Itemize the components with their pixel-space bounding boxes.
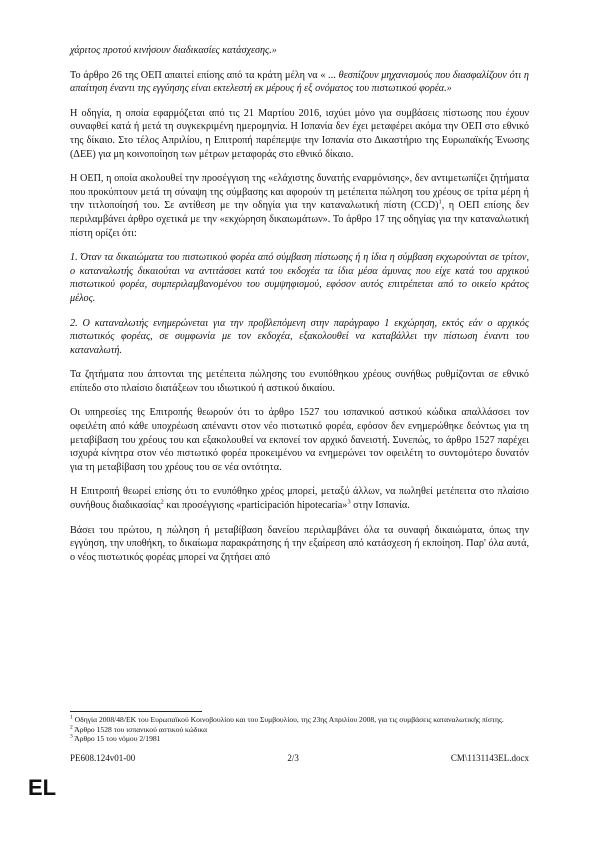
paragraph-4 xyxy=(70,172,529,240)
paragraph-9-text-a: Η Επιτροπή θεωρεί επίσης ότι το ενυπόθηκο χρέος μπορεί, μεταξύ άλλων, να πωληθεί μετέπειτα στο πλαίσιο συνήθους διαδικασίας xyxy=(70,486,529,512)
paragraph-7: Τα ζητήματα που άπτονται της μετέπειτα πώλησης του ενυπόθηκου χρέους συνήθως ρυθμίζονται σε εθνικό επίπεδο στο πλαίσιο διατάξεων του ιδιωτικού ή αστικού δικαίου. xyxy=(70,369,529,394)
paragraph-9-text-c: στην Ισπανία. xyxy=(350,500,410,512)
paragraph-4-text-a: Η ΟΕΠ, η οποία ακολουθεί την προσέγγιση της «ελάχιστης δυνατής εναρμόνισης», δεν αντιμετωπίζει ζητήματα που προκύπτουν μετά τη σύναψη της σύμβασης και αφορούν τη μετέπειτα πώληση του χρέους σε τρίτα μέρη ή την τιτλοποίησή του. Σε αντίθεση με την οδηγία για την καταναλωτική πίστη (CCD) xyxy=(70,173,529,212)
paragraph-1: χάριτος προτού κινήσουν διαδικασίες κατάσχεσης.» xyxy=(70,45,277,56)
paragraph-9-text-b: και προσέγγισης «participación hipotecaria» xyxy=(163,500,348,512)
page-number: 2/3 xyxy=(287,753,299,763)
language-code: EL xyxy=(28,775,57,800)
paragraph-3: Η οδηγία, η οποία εφαρμόζεται από τις 21 Μαρτίου 2016, ισχύει μόνο για συμβάσεις πίστωσης που έχουν συναφθεί κατά ή μετά τη συγκεκριμένη ημερομηνία. Η Ισπανία δεν έχει μεταφέρει ακόμα την ΟΕΠ στο εθνικό της δίκαιο. Στο τέλος Απριλίου, η Επιτροπή παρέπεμψε την Ισπανία στο Δικαστήριο της Ευρωπαϊκής Ένωσης (ΔΕΕ) για μη κοινοποίηση των μέτρων μεταφοράς στο εθνικό δίκαιο. xyxy=(70,107,529,160)
paragraph-8: Οι υπηρεσίες της Επιτροπής θεωρούν ότι το άρθρο 1527 του ισπανικού αστικού κώδικα απαλλάσσει τον οφειλέτη από κάθε υποχρέωση απέναντι στον νέο πιστωτικό φορέα, εφόσον δεν ενημερώθηκε δεόντως για τη μεταβίβαση του χρέους του και εξακολουθεί να εκπονεί τον αρχικό δανειστή. Συνεπώς, το άρθρο 1527 παρέχει ισχυρά κίνητρα στον νέο πιστωτικό φορέα προκειμένου να ενημερώνει τον οφειλέτη το συντομότερο δυνατόν για τη μεταβίβαση του χρέους του σε νέα οντότητα. xyxy=(70,407,529,473)
footnote-text: Οδηγία 2008/48/ΕΚ του Ευρωπαϊκού Κοινοβουλίου και του Συμβουλίου, της 23ης Απριλίου 2008, για τις συμβάσεις καταναλωτικής πίστης. xyxy=(72,715,504,724)
quoted-paragraph-2: 2. Ο καταναλωτής ενημερώνεται για την προβλεπόμενη στην παράγραφο 1 εκχώρηση, εκτός εάν ο αρχικός πιστωτικός φορέας, σε συμφωνία με τον εκδοχέα, εξακολουθεί να καταβάλλει την πίστωση έναντι του καταναλωτή. xyxy=(70,317,529,356)
footnote-3 xyxy=(70,734,529,744)
footnote-number: 1 xyxy=(70,714,73,721)
footnote-1 xyxy=(70,715,529,725)
paragraph-4-text-b: , η ΟΕΠ επίσης δεν περιλαμβάνει άρθρο σχετικά με την «εκχώρηση δικαιωμάτων». Το άρθρο 17 της οδηγίας για την καταναλωτική πίστη ορίζει ότι: xyxy=(70,200,530,239)
footnote-ref-3[interactable]: 3 xyxy=(347,498,351,506)
footnote-number: 3 xyxy=(70,733,73,740)
document-body xyxy=(70,44,529,575)
quoted-paragraph-1: 1. Όταν τα δικαιώματα του πιστωτικού φορέα από σύμβαση πίστωσης ή η ίδια η σύμβαση εκχωρούνται σε τρίτον, ο καταναλωτής δικαιούται να αντιτάσσει κατά του εκδοχέα τα ίδια μέσα άμυνας που είχε κατά του αρχικού πιστωτικού φορέα, συμπεριλαμβανομένου του συμψηφισμού, εφόσον αυτός επιτρέπεται από το οικείο κράτος μέλος. xyxy=(70,252,529,304)
footnotes xyxy=(70,715,529,744)
footnote-text: Άρθρο 1528 του ισπανικού αστικού κώδικα xyxy=(72,724,208,734)
footnote-text: Άρθρο 15 του νόμου 2/1981 xyxy=(72,734,161,744)
footnote-ref-2[interactable]: 2 xyxy=(160,498,164,506)
paragraph-10: Βάσει του πρώτου, η πώληση ή μεταβίβαση δανείου περιλαμβάνει όλα τα συναφή δικαιώματα, όπως την εγγύηση, την υποθήκη, το δικαίωμα παρακράτησης ή την εξαίρεση από κατάσχεση ή εκποίηση. Παρ' όλα αυτά, ο νέος πιστωτικός φορέας μπορεί να ζητήσει από xyxy=(70,524,529,563)
file-name: CM\1131143EL.docx xyxy=(450,753,529,763)
footnote-ref-1[interactable]: 1 xyxy=(438,198,442,206)
paragraph-9 xyxy=(70,485,529,512)
page-footer xyxy=(70,753,529,763)
footnote-2 xyxy=(70,725,529,735)
document-reference: PE608.124v01-00 xyxy=(70,753,136,763)
paragraph-2-intro: Το άρθρο 26 της ΟΕΠ απαιτεί επίσης από τα κράτη μέλη να « xyxy=(70,69,329,81)
paragraph-2 xyxy=(70,69,529,96)
footnote-separator xyxy=(70,711,202,712)
paragraph-2-quote: ... θεσπίζουν μηχανισμούς που διασφαλίζουν ότι η απαίτηση έναντι της εγγύησης είναι εκτελεστή εκ μέρους ή εξ ονόματος του πιστωτικού φορέα.» xyxy=(70,69,529,95)
footnote-number: 2 xyxy=(70,724,73,731)
